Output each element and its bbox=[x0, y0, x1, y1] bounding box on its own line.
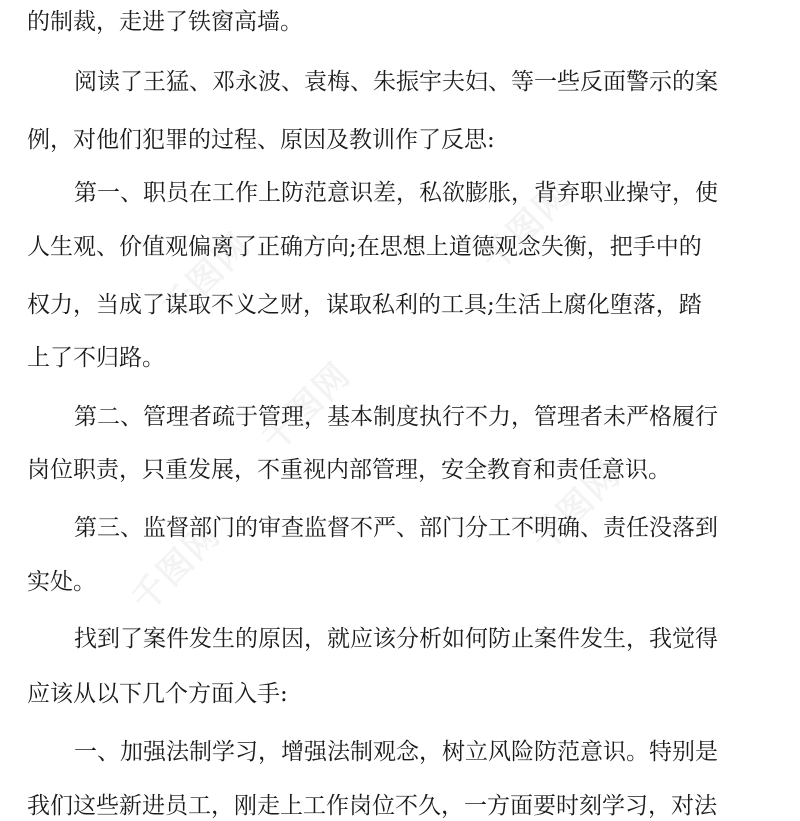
paragraph-start-line: 找到了案件发生的原因，就应该分析如何防止案件发生，我觉得 bbox=[74, 626, 718, 652]
text-line: 例，对他们犯罪的过程、原因及教训作了反思: bbox=[27, 127, 495, 153]
text-line: 应该从以下几个方面入手: bbox=[27, 681, 288, 707]
watermark: 千图网 bbox=[474, 174, 579, 280]
watermark: 千图网 bbox=[254, 354, 359, 460]
text-line: 岗位职责，只重发展，不重视内部管理，安全教育和责任意识。 bbox=[27, 457, 671, 483]
watermark: 千图网 bbox=[154, 224, 259, 330]
paragraph-start-line: 一、加强法制学习，增强法制观念，树立风险防范意识。特别是 bbox=[74, 739, 718, 765]
paragraph-start-line: 第三、监督部门的审查监督不严、部门分工不明确、责任没落到 bbox=[74, 515, 718, 541]
watermark: 千图网 bbox=[124, 514, 229, 620]
text-line: 我们这些新进员工，刚走上工作岗位不久，一方面要时刻学习，对法 bbox=[27, 793, 717, 819]
text-line: 上了不归路。 bbox=[27, 345, 165, 371]
paragraph-start-line: 第一、职员在工作上防范意识差，私欲膨胀，背弃职业操守，使 bbox=[74, 180, 718, 206]
text-line: 权力，当成了谋取不义之财，谋取私利的工具;生活上腐化堕落，踏 bbox=[27, 292, 702, 318]
paragraph-start-line: 第二、管理者疏于管理，基本制度执行不力，管理者未严格履行 bbox=[74, 404, 718, 430]
paragraph-start-line: 阅读了王猛、邓永波、袁梅、朱振宇夫妇、等一些反面警示的案 bbox=[74, 69, 718, 95]
text-line: 实处。 bbox=[27, 569, 96, 595]
watermark: 千图网 bbox=[524, 454, 629, 560]
text-line: 的制裁，走进了铁窗高墙。 bbox=[27, 9, 303, 35]
text-line: 人生观、价值观偏离了正确方向;在思想上道德观念失衡，把手中的 bbox=[27, 234, 702, 260]
